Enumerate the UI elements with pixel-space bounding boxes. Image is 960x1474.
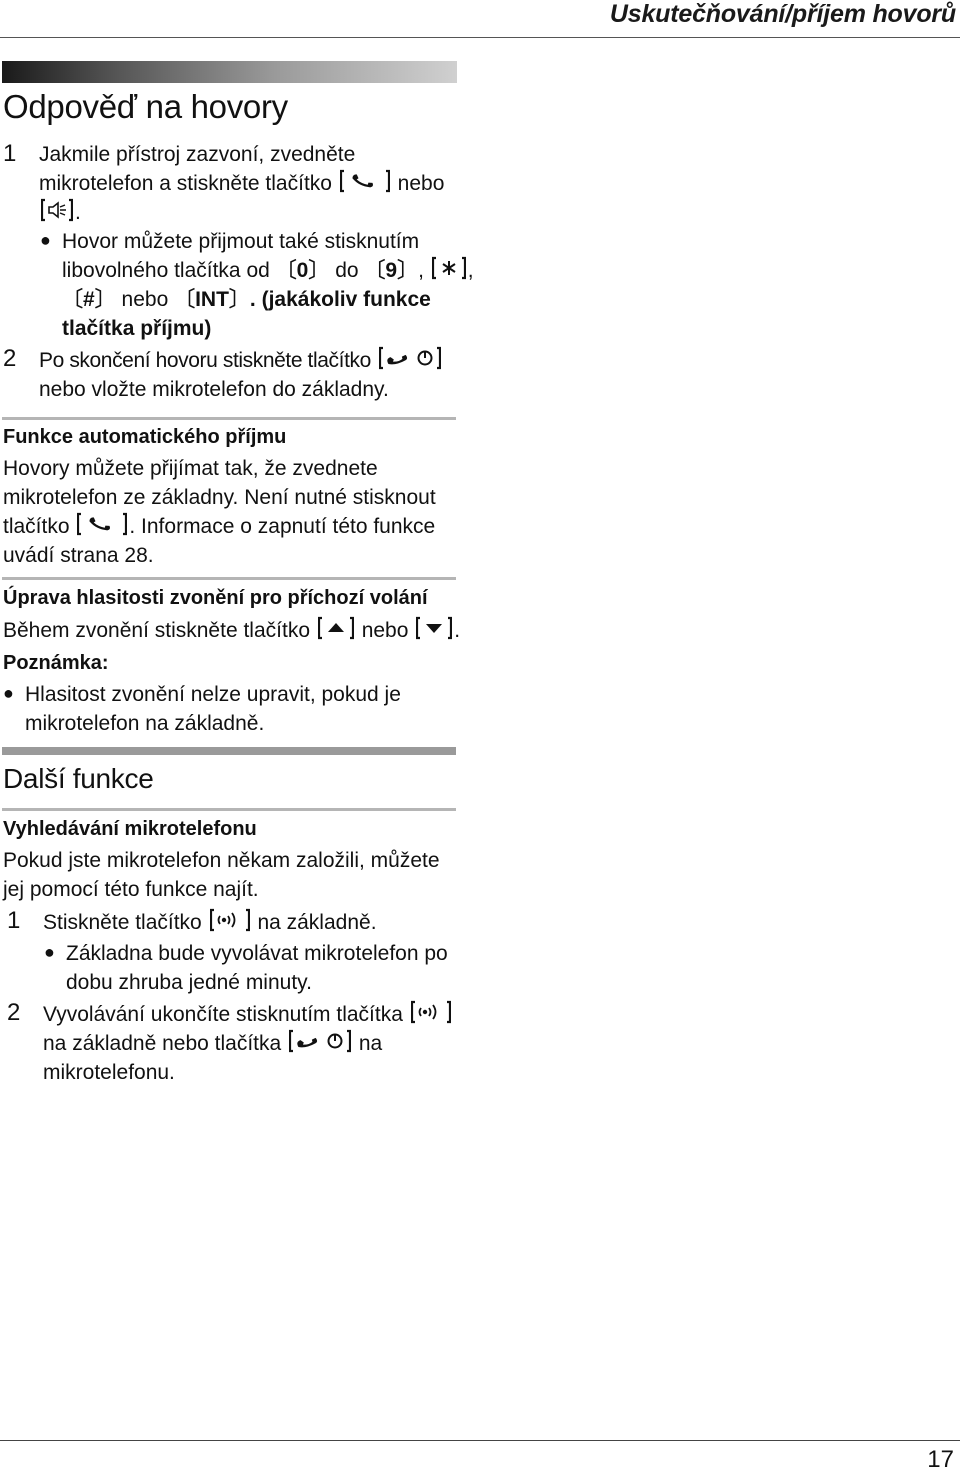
- section-gradient-bar: [2, 61, 457, 83]
- ringer-text-a: Během zvonění stiskněte tlačítko: [3, 619, 310, 642]
- off-key: [379, 346, 441, 370]
- note-title: Poznámka:: [3, 652, 109, 674]
- locator-key: [210, 908, 250, 932]
- divider: [2, 417, 456, 420]
- talk-key: [77, 512, 127, 536]
- locator-waves-icon: [210, 908, 250, 932]
- step-number: 1: [3, 140, 17, 167]
- up-key: [318, 616, 354, 640]
- divider: [2, 808, 456, 811]
- locator-step-2-text-a: Vyvolávání ukončíte stisknutím tlačítka: [43, 1003, 403, 1026]
- handset-talk-icon: [340, 169, 390, 193]
- locator-step-2-text-c: na: [358, 1032, 383, 1055]
- locator-bullet-line-2: dobu zhruba jedné minuty.: [66, 971, 312, 994]
- bullet-icon: ●: [44, 942, 55, 962]
- handset-talk-icon: [77, 512, 127, 536]
- subsection-title-auto-answer: Funkce automatického příjmu: [3, 426, 287, 448]
- bullet-icon: ●: [3, 683, 14, 703]
- step-1-period: .: [75, 201, 81, 224]
- locator-waves-icon: [411, 1000, 451, 1024]
- step-2-line-2: nebo vložte mikrotelefon do základny.: [39, 378, 389, 401]
- bullet-1-line-1: Hovor můžete přijmout také stisknutím: [62, 230, 420, 253]
- auto-answer-line-2: mikrotelefon ze základny. Není nutné stisknout: [3, 486, 436, 509]
- handset-off-power-icon: [289, 1029, 351, 1053]
- auto-answer-line-1: Hovory můžete přijímat tak, že zvednete: [3, 457, 378, 480]
- comma: ,: [467, 259, 474, 282]
- step-1-line-1: Jakmile přístroj zazvoní, zvedněte: [39, 143, 356, 166]
- bullet-icon: ●: [40, 230, 51, 250]
- locator-line-2: jej pomocí této funkce najít.: [3, 878, 259, 901]
- divider: [2, 577, 456, 580]
- locator-step-2-line-2: [43, 1029, 382, 1058]
- key-0: 〔0〕: [275, 259, 330, 282]
- running-header-title: Uskutečňování/příjem hovorů: [609, 0, 956, 28]
- locator-bullet-line-1: Základna bude vyvolávat mikrotelefon po: [66, 942, 448, 965]
- section-divider: [2, 747, 456, 755]
- locator-key: [411, 1000, 451, 1024]
- step-1-line-2: [39, 169, 444, 198]
- key-9: 〔9〕: [364, 259, 419, 282]
- bullet-1-line-2: [62, 256, 474, 285]
- locator-step-1-text-b: na základně.: [257, 911, 377, 934]
- key-int: 〔INT〕: [174, 288, 250, 311]
- up-arrow-icon: [318, 616, 354, 640]
- bullet-1-text-b: do: [335, 259, 359, 282]
- locator-step-2-line-1: [43, 1000, 453, 1029]
- note-line-1: Hlasitost zvonění nelze upravit, pokud je: [25, 683, 401, 706]
- down-key: [416, 616, 452, 640]
- locator-step-2-text-b: na základně nebo tlačítka: [43, 1032, 282, 1055]
- step-number: 2: [3, 345, 17, 372]
- section-title-answering: Odpověď na hovory: [3, 88, 288, 125]
- ringer-text-b: nebo: [361, 619, 409, 642]
- talk-key: [340, 169, 390, 193]
- ringer-volume-line-1: [3, 616, 460, 645]
- auto-answer-text-a: tlačítko: [3, 515, 70, 538]
- locator-step-1-line-1: [43, 908, 377, 937]
- locator-step-2-line-3: mikrotelefonu.: [43, 1061, 175, 1084]
- step-2-text: Po skončení hovoru stiskněte tlačítko: [39, 349, 371, 372]
- step-2-line-1: [39, 346, 443, 375]
- ringer-text-c: .: [454, 619, 461, 642]
- step-number: 1: [7, 907, 21, 934]
- star-key-icon: [432, 256, 466, 280]
- locator-line-1: Pokud jste mikrotelefon někam založili, můžete: [3, 849, 440, 872]
- bullet-1-text-a: libovolného tlačítka od: [62, 259, 270, 282]
- header-divider: [0, 37, 960, 38]
- subsection-title-ringer-volume: Úprava hlasitosti zvonění pro příchozí volání: [3, 587, 428, 609]
- subsection-title-locator: Vyhledávání mikrotelefonu: [3, 818, 257, 840]
- comma: ,: [418, 259, 424, 282]
- page-number: 17: [927, 1446, 954, 1473]
- bullet-1-line-3: [62, 285, 431, 314]
- bullet-1-line-4: tlačítka příjmu): [62, 317, 212, 340]
- section-title-other-features: Další funkce: [3, 763, 154, 794]
- footer-divider: [0, 1440, 960, 1441]
- auto-answer-line-3: [3, 512, 435, 541]
- speaker-key: [41, 198, 73, 222]
- key-hash: 〔#〕: [62, 288, 116, 311]
- step-1-or: nebo: [397, 172, 445, 195]
- bullet-1-text-c: nebo: [121, 288, 169, 311]
- step-1-text: mikrotelefon a stiskněte tlačítko: [39, 172, 332, 195]
- speakerphone-icon: [41, 198, 73, 222]
- auto-answer-text-b: . Informace o zapnutí této funkce: [129, 515, 436, 538]
- step-1-line-3: [39, 198, 81, 227]
- note-line-2: mikrotelefon na základně.: [25, 712, 265, 735]
- bullet-1-text-d: . (jakákoliv funkce: [249, 288, 431, 311]
- step-number: 2: [7, 999, 21, 1026]
- off-key: [289, 1029, 351, 1053]
- down-arrow-icon: [416, 616, 452, 640]
- handset-off-power-icon: [379, 346, 441, 370]
- star-key: [432, 256, 466, 280]
- auto-answer-line-4: uvádí strana 28.: [3, 544, 154, 567]
- locator-step-1-text-a: Stiskněte tlačítko: [43, 911, 202, 934]
